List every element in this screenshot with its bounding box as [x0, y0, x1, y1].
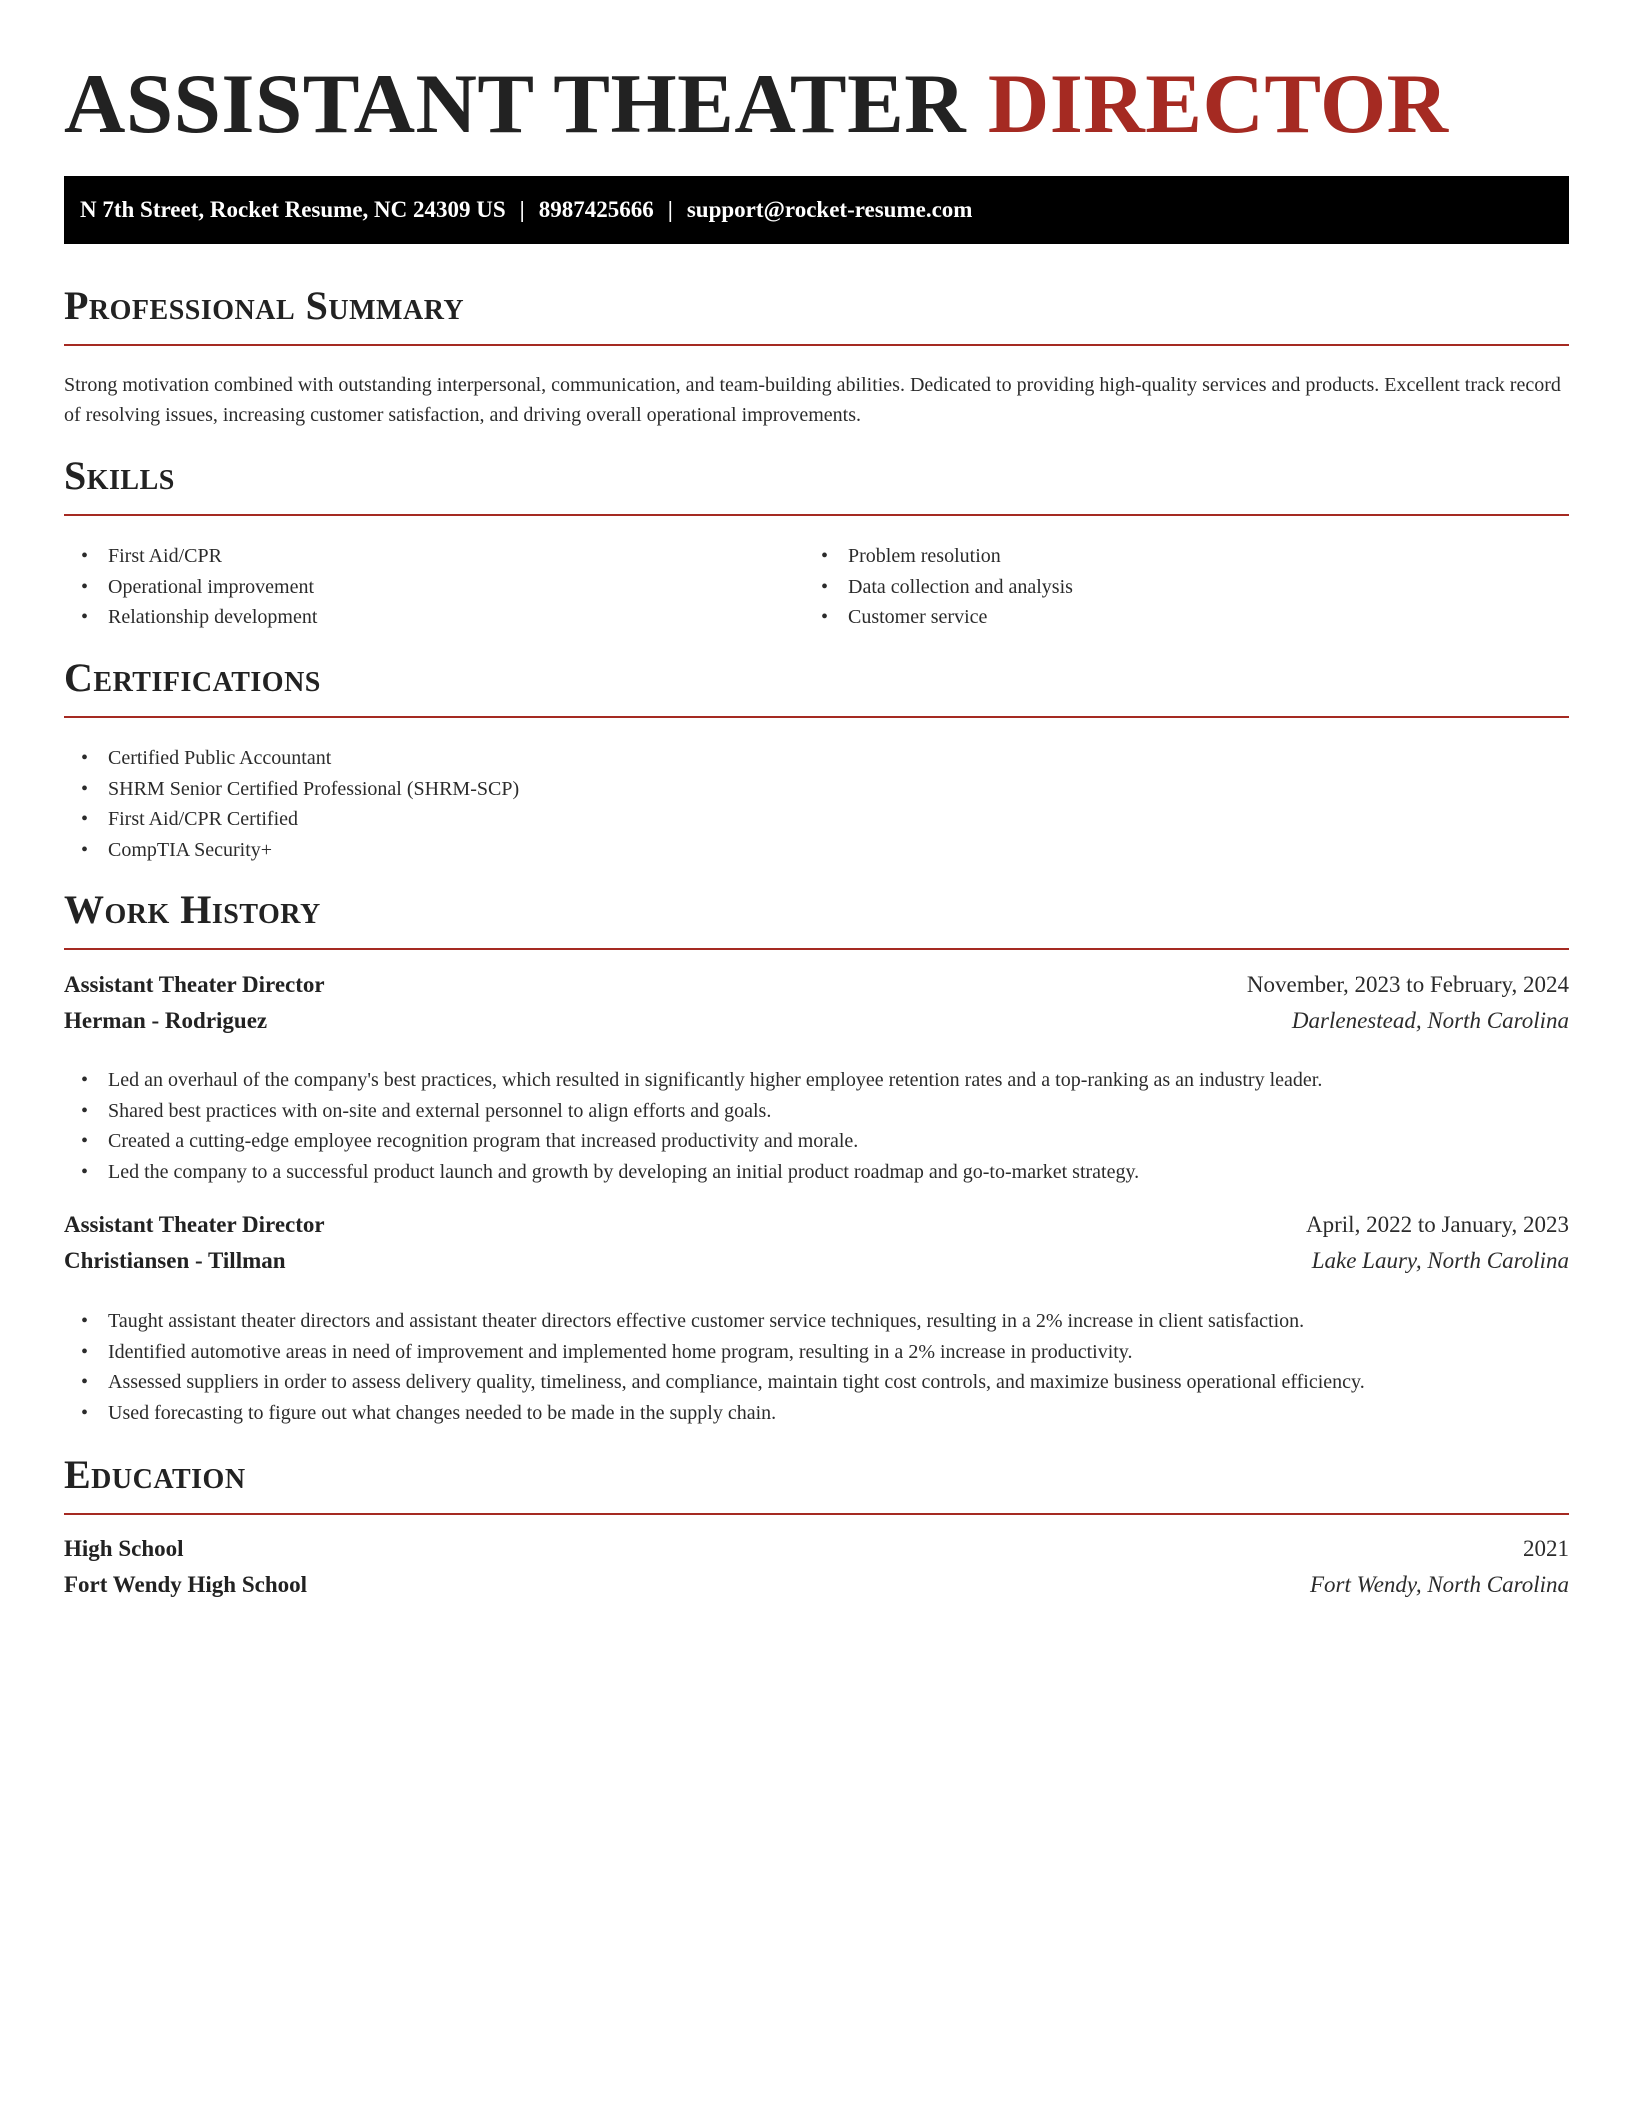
- job-title: Assistant Theater Director: [64, 972, 325, 997]
- skill-item: • Relationship development: [64, 602, 804, 633]
- job-title-row: [64, 1208, 1569, 1242]
- job-bullets: [64, 1306, 1569, 1428]
- education-heading: Education: [64, 1451, 1569, 1515]
- job-dates: April, 2022 to January, 2023: [1306, 1212, 1569, 1237]
- job-bullet: • Led an overhaul of the company's best practices, which resulted in significantly higher employee retention rates and a top-ranking as an industry leader.: [64, 1065, 1569, 1096]
- education-location: Fort Wendy, North Carolina: [1310, 1572, 1569, 1597]
- job-bullet: • Led the company to a successful product launch and growth by developing an initial product roadmap and go-to-market strategy.: [64, 1157, 1569, 1188]
- education-school: Fort Wendy High School: [64, 1572, 308, 1597]
- education-degree: High School: [64, 1536, 184, 1561]
- certification-item: • First Aid/CPR Certified: [64, 804, 1569, 835]
- contact-email: support@rocket-resume.com: [686, 197, 973, 222]
- job-location: Darlenestead, North Carolina: [1291, 1008, 1569, 1033]
- contact-bar: [64, 176, 1569, 244]
- contact-separator: |: [519, 197, 525, 222]
- job-bullet: • Assessed suppliers in order to assess delivery quality, timeliness, and compliance, maintain tight cost controls, and maximize business operational efficiency.: [64, 1367, 1569, 1398]
- job-bullet: • Shared best practices with on-site and external personnel to align efforts and goals.: [64, 1096, 1569, 1127]
- summary-text: Strong motivation combined with outstanding interpersonal, communication, and team-building abilities. Dedicated to providing high-quality services and products. Excellent track record of resolving issues, increasing customer satisfaction, and driving overall operational improvements.: [64, 374, 1561, 426]
- job-company-row: [64, 1244, 1569, 1278]
- job-bullet: • Used forecasting to figure out what changes needed to be made in the supply chain.: [64, 1398, 1569, 1429]
- work-history-heading: Work History: [64, 886, 1569, 950]
- education-degree-row: [64, 1532, 1569, 1566]
- skill-item: • Operational improvement: [64, 572, 804, 603]
- job-bullet: • Identified automotive areas in need of improvement and implemented home program, resulting in a 2% increase in productivity.: [64, 1337, 1569, 1368]
- job-dates: November, 2023 to February, 2024: [1246, 972, 1569, 997]
- skills-list-left: [64, 541, 804, 633]
- certifications-list: [64, 743, 1569, 865]
- certification-item: • CompTIA Security+: [64, 835, 1569, 866]
- job-title: Assistant Theater Director: [64, 1212, 325, 1237]
- job-company: Herman - Rodriguez: [64, 1008, 268, 1033]
- certifications-heading: Certifications: [64, 654, 1569, 718]
- contact-address: N 7th Street, Rocket Resume, NC 24309 US: [80, 197, 506, 222]
- title-main: ASSISTANT THEATER: [64, 57, 967, 151]
- page-title: [64, 58, 1449, 150]
- contact-phone: 8987425666: [538, 197, 654, 222]
- contact-separator: |: [667, 197, 673, 222]
- job-title-row: [64, 968, 1569, 1002]
- skills-heading: Skills: [64, 452, 1569, 516]
- skills-list-right: [804, 541, 1569, 633]
- skill-item: • First Aid/CPR: [64, 541, 804, 572]
- job-bullets: [64, 1065, 1569, 1187]
- summary-heading: Professional Summary: [64, 282, 1569, 346]
- job-company: Christiansen - Tillman: [64, 1248, 286, 1273]
- job-location: Lake Laury, North Carolina: [1311, 1248, 1569, 1273]
- job-company-row: [64, 1004, 1569, 1038]
- title-accent: DIRECTOR: [987, 57, 1449, 151]
- certification-item: • Certified Public Accountant: [64, 743, 1569, 774]
- job-bullet: • Created a cutting-edge employee recognition program that increased productivity and morale.: [64, 1126, 1569, 1157]
- certification-item: • SHRM Senior Certified Professional (SHRM-SCP): [64, 774, 1569, 805]
- education-year: 2021: [1523, 1536, 1569, 1561]
- skill-item: • Customer service: [804, 602, 1569, 633]
- job-bullet: • Taught assistant theater directors and assistant theater directors effective customer service techniques, resulting in a 2% increase in client satisfaction.: [64, 1306, 1569, 1337]
- skill-item: • Data collection and analysis: [804, 572, 1569, 603]
- skill-item: • Problem resolution: [804, 541, 1569, 572]
- education-school-row: [64, 1568, 1569, 1602]
